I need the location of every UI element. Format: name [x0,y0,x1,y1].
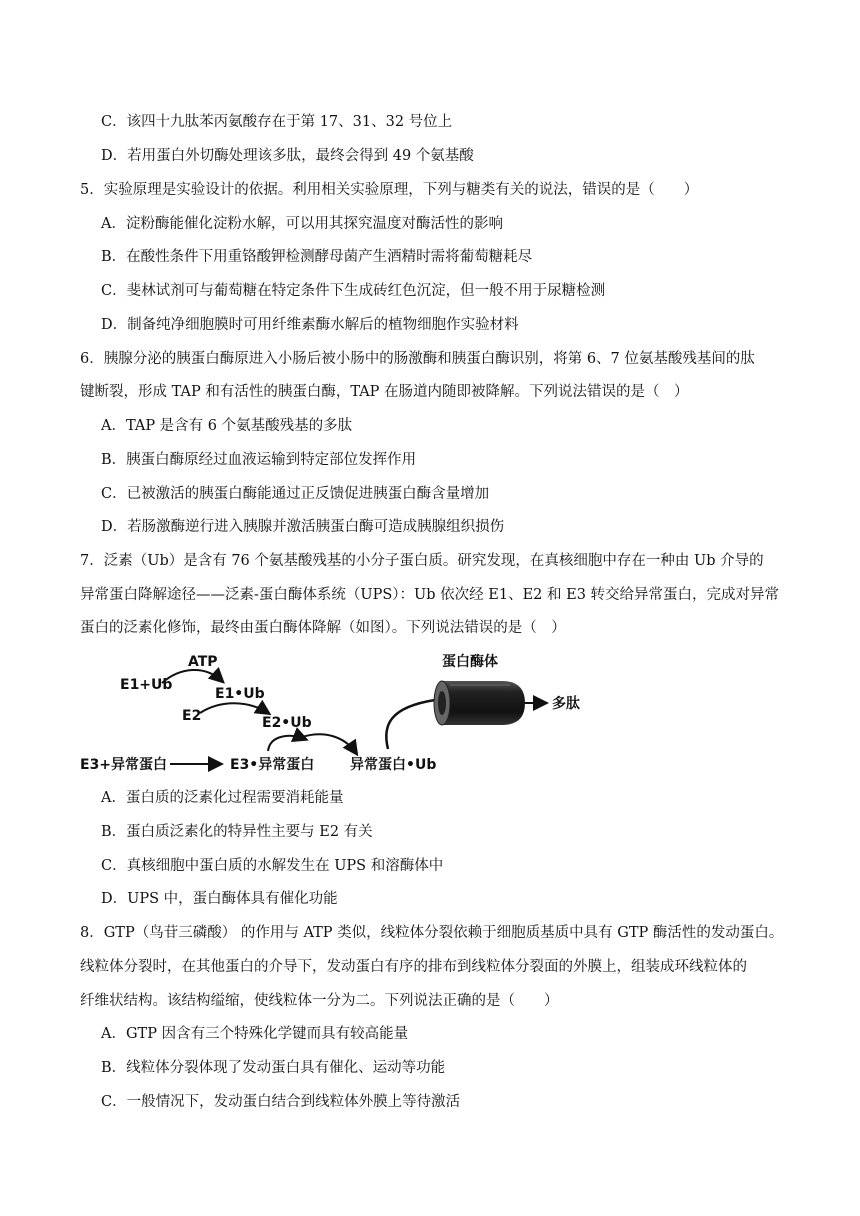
proteasome-icon [434,681,525,725]
q8-stem-line3: 纤维状结构。该结构缢缩，使线粒体一分为二。下列说法正确的是（ ） [80,993,559,1009]
q7-stem-line1: 7．泛素（Ub）是含有 76 个氨基酸残基的小分子蛋白质。研究发现，在真核细胞中存在一种由 Ub 介导的 [80,553,764,569]
q8-stem-line1: 8．GTP（鸟苷三磷酸） 的作用与 ATP 类似，线粒体分裂依赖于细胞质基质中具有 GTP 酶活性的发动蛋白。 [80,925,784,941]
q4-option-c: C．该四十九肽苯丙氨酸存在于第 17、31、32 号位上 [101,114,453,130]
q6-stem-line1: 6．胰腺分泌的胰蛋白酶原进入小肠后被小肠中的肠激酶和胰蛋白酶识别，将第 6、7 位氨基酸残基间的肽 [80,351,755,367]
e3-abnormal-complex-label: E3•异常蛋白 [230,757,315,773]
substrate-entry-line [386,700,435,749]
q8-stem-line2: 线粒体分裂时，在其他蛋白的介导下，发动蛋白有序的排布到线粒体分裂面的外膜上，组装成环线粒体的 [80,959,747,975]
q5-option-d: D．制备纯净细胞膜时可用纤维素酶水解后的植物细胞作实验材料 [101,317,519,333]
e3-transfer-arrow-in [268,736,305,751]
q6-option-c: C．已被激活的胰蛋白酶能通过正反馈促进胰蛋白酶含量增加 [101,486,490,502]
e2-label: E2 [182,708,202,724]
q8-option-c: C．一般情况下，发动蛋白结合到线粒体外膜上等待激活 [101,1094,461,1110]
abnormal-protein-ub-label: 异常蛋白•Ub [350,757,437,773]
q5-option-a: A．淀粉酶能催化淀粉水解，可以用其探究温度对酶活性的影响 [101,216,503,232]
q7-stem-line3: 蛋白的泛素化修饰，最终由蛋白酶体降解（如图）。下列说法错误的是（ ） [80,620,566,636]
q6-option-d: D．若肠激酶逆行进入胰腺并激活胰蛋白酶可造成胰腺组织损伤 [101,519,505,535]
ubiquitin-pathway-diagram [70,645,630,780]
e2-transfer-arrow [200,703,268,713]
q5-option-b: B．在酸性条件下用重铬酸钾检测酵母菌产生酒精时需将葡萄糖耗尽 [101,249,533,265]
q7-option-c: C．真核细胞中蛋白质的水解发生在 UPS 和溶酶体中 [101,858,444,874]
q8-option-b: B．线粒体分裂体现了发动蛋白具有催化、运动等功能 [101,1060,446,1076]
e1-ub-complex-label: E1•Ub [215,686,265,702]
q6-stem-line2: 键断裂，形成 TAP 和有活性的胰蛋白酶，TAP 在肠道内随即被降解。下列说法错误的是（ ） [80,384,689,400]
q7-option-d: D．UPS 中，蛋白酶体具有催化功能 [101,891,338,907]
e2-ub-complex-label: E2•Ub [262,715,312,731]
polypeptide-label: 多肽 [552,696,580,712]
q7-option-a: A．蛋白质的泛素化过程需要消耗能量 [101,790,344,806]
proteasome-label: 蛋白酶体 [442,654,498,670]
q6-option-a: A．TAP 是含有 6 个氨基酸残基的多肽 [101,418,353,434]
q7-option-b: B．蛋白质泛素化的特异性主要与 E2 有关 [101,824,373,840]
q4-option-d: D．若用蛋白外切酶处理该多肽，最终会得到 49 个氨基酸 [101,148,474,164]
ub-transfer-arrow [302,734,356,753]
q8-option-a: A．GTP 因含有三个特殊化学键而具有较高能量 [101,1026,409,1042]
q5-option-c: C．斐林试剂可与葡萄糖在特定条件下生成砖红色沉淀，但一般不用于尿糖检测 [101,283,606,299]
e1-ub-label: E1+Ub [120,677,173,693]
e3-abnormal-protein-label: E3+异常蛋白 [80,757,168,773]
q5-stem: 5．实验原理是实验设计的依据。利用相关实验原理，下列与糖类有关的说法，错误的是（ ） [80,182,699,198]
q6-option-b: B．胰蛋白酶原经过血液运输到特定部位发挥作用 [101,452,417,468]
atp-label: ATP [188,654,218,670]
q7-stem-line2: 异常蛋白降解途径——泛素-蛋白酶体系统（UPS）：Ub 依次经 E1、E2 和 E3 转交给异常蛋白，完成对异常 [80,587,780,603]
